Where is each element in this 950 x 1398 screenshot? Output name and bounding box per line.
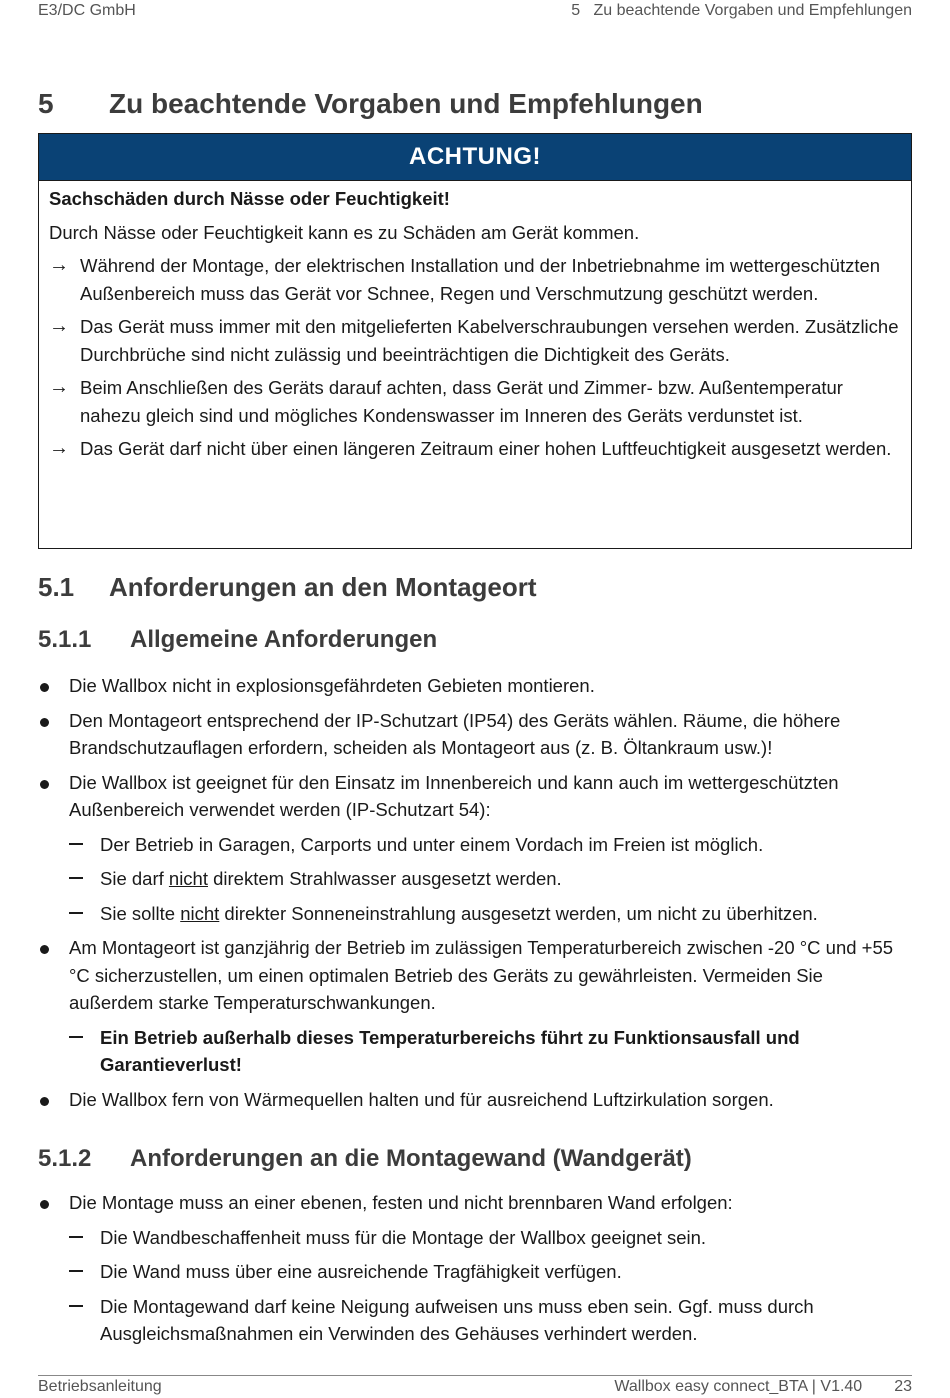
- emphasis-underline: nicht: [180, 902, 220, 924]
- subsection-heading: [38, 572, 537, 603]
- list-item-text: Die Wallbox ist geeignet für den Einsatz im Innenbereich und kann auch im wettergeschützten Außenbereich verwendet werden (IP-Schutzart 54):: [69, 771, 839, 820]
- sub-list-item: [38, 1293, 912, 1348]
- footer-doc-type: Betriebsanleitung: [38, 1378, 162, 1395]
- warning-box: [38, 133, 912, 549]
- section-title: Zu beachtende Vorgaben und Empfehlungen: [109, 88, 703, 119]
- sub-list-item-warning: [38, 1024, 912, 1079]
- header-chapter: 5 Zu beachtende Vorgaben und Empfehlungen: [571, 2, 912, 19]
- sub-list-item-text: Der Betrieb in Garagen, Carports und unter einem Vordach im Freien ist möglich.: [100, 833, 764, 855]
- subsubsection-title: Allgemeine Anforderungen: [130, 626, 438, 653]
- list-item: [38, 1086, 912, 1114]
- warning-item: [49, 252, 901, 307]
- footer-divider: [38, 1375, 912, 1376]
- sub-list-item-text-post: direktem Strahlwasser ausgesetzt werden.: [207, 868, 562, 889]
- arrow-right-icon: →: [49, 376, 69, 398]
- sub-list-item: [38, 1258, 912, 1286]
- list-item: [38, 672, 912, 700]
- warning-intro: Durch Nässe oder Feuchtigkeit kann es zu Schäden am Gerät kommen.: [49, 221, 640, 243]
- list-item: [38, 707, 912, 762]
- sub-list-item: [38, 900, 912, 928]
- general-requirements-list: [38, 672, 912, 1120]
- subsubsection-number: 5.1.1: [38, 626, 92, 653]
- wall-requirements-list: [38, 1189, 912, 1355]
- warning-body: [39, 181, 911, 463]
- sub-list-item-text-post: direkter Sonneneinstrahlung ausgesetzt werden, um nicht zu überhitzen.: [219, 902, 818, 924]
- emphasis-underline: nicht: [168, 868, 208, 889]
- dash-icon: [69, 843, 83, 845]
- warning-item-text: Das Gerät muss immer mit den mitgelieferten Kabelverschraubungen versehen werden. Zusätzliche Durchbrüche sind nicht zulässig und beeinträchtigen die Dichtigkeit des Geräts.: [80, 316, 899, 365]
- subsection-number: 5.1: [38, 572, 75, 602]
- list-item-text: Die Montage muss an einer ebenen, festen und nicht brennbaren Wand erfolgen:: [69, 1192, 733, 1213]
- warning-item-text: Während der Montage, der elektrischen Installation und der Inbetriebnahme im wettergeschützten Außenbereich muss das Gerät vor Schnee, Regen und Verschmutzung geschützt werden.: [80, 255, 881, 304]
- dash-icon: [69, 877, 83, 879]
- list-item: [38, 769, 912, 824]
- dash-icon: [69, 1236, 83, 1238]
- subsubsection-title: Anforderungen an die Montagewand (Wandgerät): [130, 1145, 692, 1172]
- warning-item: [49, 313, 901, 368]
- warning-item-text: Das Gerät darf nicht über einen längeren Zeitraum einer hohen Luftfeuchtigkeit ausgesetzt werden.: [80, 438, 892, 459]
- sub-list-item-text: Die Montagewand darf keine Neigung aufweisen uns muss eben sein. Ggf. muss durch Ausgleichsmaßnahmen ein Verwinden des Gehäuses verhindert werden.: [100, 1295, 814, 1344]
- sub-list-item: [38, 831, 912, 859]
- sub-list-item-text: Die Wand muss über eine ausreichende Tragfähigkeit verfügen.: [100, 1261, 622, 1282]
- list-item-text: Am Montageort ist ganzjährig der Betrieb im zulässigen Temperaturbereich zwischen -20 °C und +55 °C sicherzustellen, um einen optimalen Betrieb des Geräts zu gewährleisten. Vermeiden Sie außerdem starke Temperaturschwankungen.: [69, 937, 894, 1013]
- subsubsection-heading: [38, 1145, 692, 1173]
- warning-item-text: Beim Anschließen des Geräts darauf achten, dass Gerät und Zimmer- bzw. Außentemperatur nahezu gleich sind und mögliches Kondenswasser im Inneren des Geräts verdunstet ist.: [80, 377, 843, 426]
- warning-item: [49, 374, 901, 429]
- section-number: 5: [38, 88, 54, 119]
- list-item-text: Die Wallbox fern von Wärmequellen halten und für ausreichend Luftzirkulation sorgen.: [69, 1088, 774, 1110]
- arrow-right-icon: →: [49, 254, 69, 276]
- footer-doc-info: [614, 1378, 912, 1396]
- bullet-icon: [40, 945, 49, 954]
- list-item-text: Die Wallbox nicht in explosionsgefährdeten Gebieten montieren.: [69, 675, 595, 696]
- dash-icon: [69, 912, 83, 914]
- subsubsection-heading: [38, 626, 437, 654]
- bullet-icon: [40, 1200, 49, 1209]
- sub-list-item: [38, 1224, 912, 1252]
- bullet-icon: [40, 718, 49, 727]
- footer-doc-id: Wallbox easy connect_BTA | V1.40: [614, 1378, 863, 1395]
- warning-item: [49, 435, 901, 463]
- list-item-text: Den Montageort entsprechend der IP-Schutzart (IP54) des Geräts wählen. Räume, die höhere Brandschutzauflagen erfordern, scheiden als Montageort aus (z. B. Öltankraum usw.)!: [69, 709, 841, 758]
- sub-list-item-text: Die Wandbeschaffenheit muss für die Montage der Wallbox geeignet sein.: [100, 1226, 707, 1248]
- warning-title: Sachschäden durch Nässe oder Feuchtigkeit!: [49, 188, 450, 209]
- bullet-icon: [40, 780, 49, 789]
- header-company: E3/DC GmbH: [38, 2, 136, 19]
- dash-icon: [69, 1305, 83, 1307]
- dash-icon: [69, 1270, 83, 1272]
- bullet-icon: [40, 683, 49, 692]
- page-number: 23: [894, 1378, 912, 1395]
- list-item: [38, 934, 912, 1017]
- arrow-right-icon: →: [49, 315, 69, 337]
- dash-icon: [69, 1036, 83, 1038]
- list-item: [38, 1189, 912, 1217]
- sub-list-item: [38, 865, 912, 893]
- bullet-icon: [40, 1097, 49, 1106]
- section-heading: [38, 88, 703, 120]
- arrow-right-icon: →: [49, 437, 69, 459]
- sub-list-item-text-pre: Sie sollte: [100, 902, 181, 924]
- subsubsection-number: 5.1.2: [38, 1145, 92, 1172]
- warning-label: ACHTUNG!: [39, 134, 911, 181]
- sub-list-item-text-pre: Sie darf: [100, 868, 169, 889]
- subsection-title: Anforderungen an den Montageort: [109, 572, 537, 602]
- sub-list-item-text: Ein Betrieb außerhalb dieses Temperaturbereichs führt zu Funktionsausfall und Garantieverlust!: [100, 1026, 800, 1075]
